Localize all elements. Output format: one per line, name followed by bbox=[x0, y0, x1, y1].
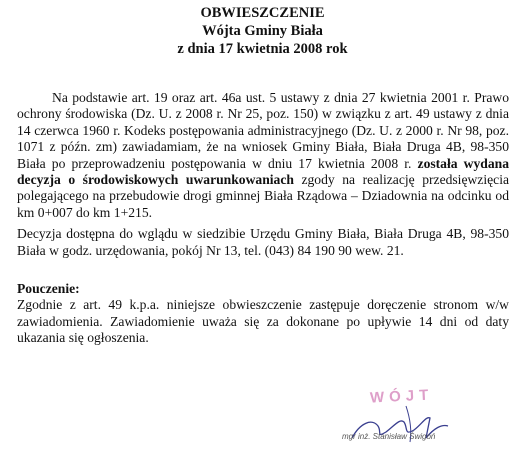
notice-header bbox=[0, 4, 525, 58]
notice-issuer: Wójta Gminy Biała bbox=[202, 23, 323, 39]
official-stamp: WÓJT bbox=[369, 386, 434, 407]
notice-title: OBWIESZCZENIE bbox=[200, 5, 325, 21]
main-paragraph-text-2: zgody na realizację przedsięwzięcia polegającego na przebudowie drogi gminnej Biała Rządowa – Dziadownia na odcinku od km 0+007 do km 1+215. bbox=[17, 172, 509, 220]
main-paragraph-text-1: Na podstawie art. 19 oraz art. 46a ust. 5 ustawy z dnia 27 kwietnia 2001 r. Prawo ochrony środowiska (Dz. U. z 2008 r. Nr 25, poz. 150) w związku z art. 49 ustawy z dnia 14 czerwca 1960 r. Kodeks postępowania administracyjnego (Dz. U. z 2000 r. Nr 98, poz. 1071 z późn. zm) zawiadamiam, że na wniosek Gminy Biała, Biała Druga 4B, 98-350 Biała po przeprowadzeniu postępowania w dniu 17 kwietnia 2008 r. bbox=[17, 90, 509, 171]
main-paragraph bbox=[17, 90, 509, 221]
main-paragraph-bold: została wydana decyzja o środowiskowych uwarunkowaniach bbox=[17, 155, 509, 188]
notice-date: z dnia 17 kwietnia 2008 rok bbox=[177, 41, 348, 57]
instruction-paragraph: Zgodnie z art. 49 k.p.a. niniejsze obwieszczenie zastępuje doręczenie stronom w/w zawiadomienia. Zawiadomienie uważa się za dokonane po upływie 14 dni od daty ukazania się ogłoszenia. bbox=[17, 297, 509, 346]
notice-body bbox=[17, 90, 509, 347]
signatory-name: mgr inż. Stanisław Świgoń bbox=[342, 432, 436, 441]
instruction-heading: Pouczenie: bbox=[17, 281, 80, 297]
availability-paragraph: Decyzja dostępna do wglądu w siedzibie Urzędu Gminy Biała, Biała Druga 4B, 98-350 Biała w godz. urzędowania, pokój Nr 13, tel. (043) 84 190 90 wew. 21. bbox=[17, 226, 509, 258]
signature-block bbox=[330, 388, 520, 454]
